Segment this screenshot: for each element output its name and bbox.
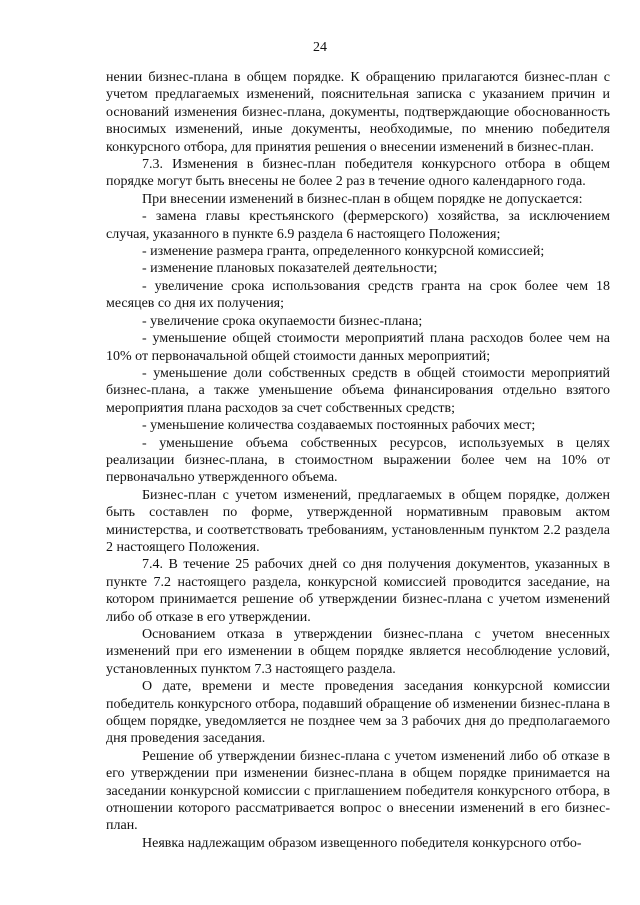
document-body <box>106 69 610 852</box>
paragraph: - увеличение срока окупаемости бизнес-плана; <box>142 313 423 329</box>
paragraph: - уменьшение доли собственных средств в общей стоимости мероприятий бизнес-плана, а также уменьшение объема финансирования отдельно взятого мероприятия плана расходов за счет собственных средств; <box>106 365 610 416</box>
paragraph: 7.4. В течение 25 рабочих дней со дня получения документов, указанных в пункте 7.2 настоящего раздела, конкурсной комиссией проводится заседание, на котором принимается решение об утверждении бизнес-плана с учетом изменений либо об отказе в его утверждении. <box>106 557 610 625</box>
paragraph: - замена главы крестьянского (фермерского) хозяйства, за исключением случая, указанного в пункте 6.9 раздела 6 настоящего Положения; <box>106 209 610 242</box>
page-number: 24 <box>313 40 327 55</box>
paragraph: - уменьшение количества создаваемых постоянных рабочих мест; <box>142 418 536 434</box>
paragraph: - уменьшение объема собственных ресурсов, используемых в целях реализации бизнес-плана, в стоимостном выражении более чем на 10% от первоначально утвержденного объема. <box>106 435 610 486</box>
paragraph: - уменьшение общей стоимости мероприятий плана расходов более чем на 10% от первоначальной общей стоимости данных мероприятий; <box>106 331 610 364</box>
paragraph: - изменение плановых показателей деятельности; <box>142 261 438 277</box>
paragraph: нении бизнес-плана в общем порядке. К обращению прилагаются бизнес-план с учетом предлагаемых изменений, пояснительная записка с указанием причин и оснований изменения бизнес-плана, документы, подтверждающие обоснованность вносимых изменений, иные документы, необходимые, по мнению победителя конкурсного отбора, для принятия решения о внесении изменений в бизнес-план. <box>106 70 610 155</box>
paragraph: При внесении изменений в бизнес-план в общем порядке не допускается: <box>142 191 583 207</box>
paragraph: - увеличение срока использования средств гранта на срок более чем 18 месяцев со дня их получения; <box>106 278 610 312</box>
paragraph: 7.3. Изменения в бизнес-план победителя конкурсного отбора в общем порядке могут быть внесены не более 2 раз в течение одного календарного года. <box>106 157 610 190</box>
paragraph: Решение об утверждении бизнес-плана с учетом изменений либо об отказе в его утверждении при изменении бизнес-плана в общем порядке принимается на заседании конкурсной комиссии с приглашением победителя конкурсного отбора, в отношении которого рассматривается вопрос о внесении изменений в его бизнес-план. <box>106 748 610 834</box>
paragraph: Бизнес-план с учетом изменений, предлагаемых в общем порядке, должен быть составлен по форме, утвержденной нормативным правовым актом министерства, и соответствовать требованиям, установленным пунктом 2.2 раздела 2 настоящего Положения. <box>106 487 610 555</box>
paragraph: Неявка надлежащим образом извещенного победителя конкурсного отбо- <box>142 835 582 851</box>
paragraph: - изменение размера гранта, определенного конкурсной комиссией; <box>142 244 545 260</box>
paragraph: Основанием отказа в утверждении бизнес-плана с учетом внесенных изменений при его изменении в общем порядке является несоблюдение условий, установленных пунктом 7.3 настоящего раздела. <box>106 627 610 677</box>
paragraph: О дате, времени и месте проведения заседания конкурсной комиссии победитель конкурсного отбора, подавший обращение об изменении бизнес-плана в общем порядке, уведомляется не позднее чем за 3 рабочих дня до предполагаемого дня проведения заседания. <box>106 679 610 747</box>
